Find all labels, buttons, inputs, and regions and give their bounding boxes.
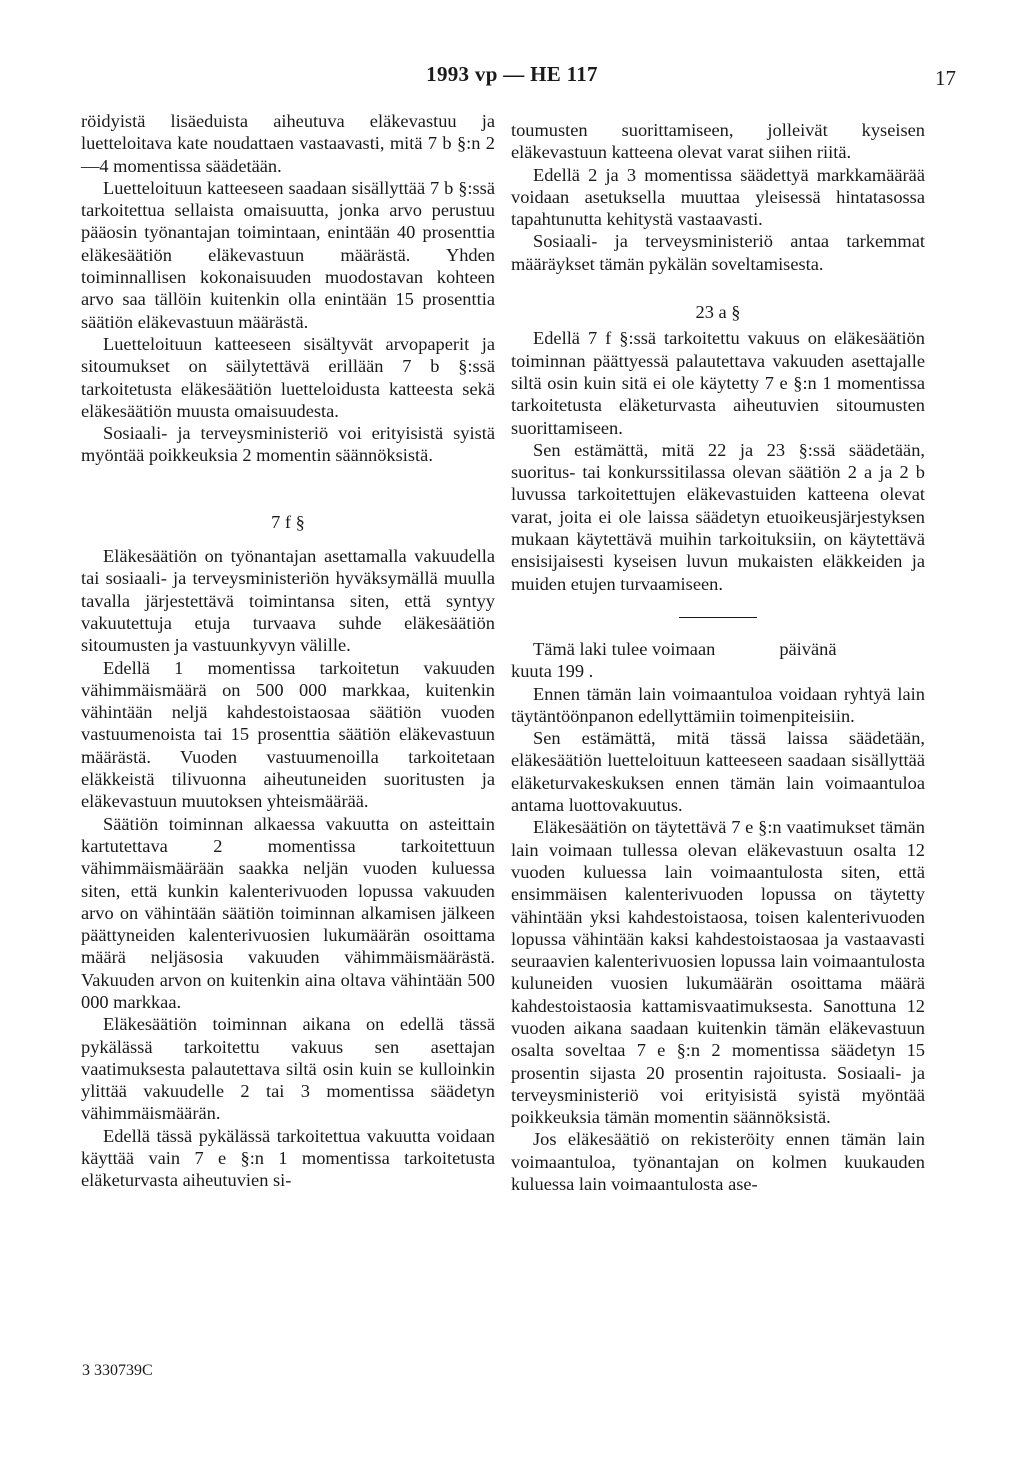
section-divider: [679, 617, 757, 618]
paragraph: Eläkesäätiön toiminnan aikana on edellä tässä pykälässä tarkoitettu vakuus sen asettajan vaatimuksesta palautettava siltä osin kuin se kulloinkin ylittää vakuudelle 2 tai 3 momentissa säädetyn vähimmäismäärän.: [81, 1014, 495, 1124]
paragraph: Sosiaali- ja terveysministeriö antaa tarkemmat määräykset tämän pykälän soveltamisesta.: [511, 231, 925, 274]
paragraph: Luetteloituun katteeseen sisältyvät arvopaperit ja sitoumukset on säilytettävä erillään 7 b §:ssä tarkoitetusta eläkesäätiön luetteloidusta katteesta sekä eläkesäätiön muusta omaisuudesta.: [81, 333, 495, 421]
paragraph: Edellä tässä pykälässä tarkoitettua vakuutta voidaan käyttää vain 7 e §:n 1 momentissa tarkoitetusta eläketurvasta aiheutuvien si-: [81, 1125, 495, 1191]
section-heading-23a: 23 a §: [695, 302, 741, 323]
entry-day-label: päivänä: [779, 638, 837, 659]
print-code: 3 330739C: [82, 1362, 153, 1379]
paragraph: Edellä 7 f §:ssä tarkoitettu vakuus on eläkesäätiön toiminnan päättyessä palautettava vakuuden asettajalle siltä osin kuin sitä ei ole käytetty 7 e §:n 1 momentissa tarkoitetusta eläketurvasta aiheutuvien sitoumusten suorittamiseen.: [511, 328, 925, 438]
paragraph: röidyistä lisäeduista aiheutuva eläkevastuu ja luetteloitava kate noudattaen vastaavasti, mitä 7 b §:n 2—4 momentissa säädetään.: [81, 111, 495, 176]
paragraph: Eläkesäätiön on työnantajan asettamalla vakuudella tai sosiaali- ja terveysministeriön hyväksymällä muulla tavalla järjestettävä toimintansa siten, että syntyy vakuutettuja etuja turvaava suhde eläkesäätiön sitoumusten ja vastuunkyvyn välille.: [81, 546, 495, 656]
paragraph: Säätiön toiminnan alkaessa vakuutta on asteittain kartutettava 2 momentissa tarkoitettuun vähimmäismäärään saakka neljän vuoden kuluessa siten, että kunkin kalenterivuoden lopussa vakuuden arvo on vähintään säätiön toiminnan alkamisen jälkeen päättyneiden kalenterivuosien lukumäärän osoittama määrä neljäsosia vakuuden vähimmäismäärästä. Vakuuden arvon on kuitenkin aina oltava vähintään 500 000 markkaa.: [81, 813, 495, 1012]
page-header: [0, 58, 1024, 94]
paragraph: Sosiaali- ja terveysministeriö voi erityisistä syistä myöntää poikkeuksia 2 momentin säännöksistä.: [81, 423, 495, 466]
paragraph: Luetteloituun katteeseen saadaan sisällyttää 7 b §:ssä tarkoitettua sellaista omaisuutta, jonka arvo perustuu pääosin työnantajan toimintaan, enintään 40 prosenttia eläkesäätiön eläkevastuun määrästä. Yhden toiminnallisen kokonaisuuden muodostavan kohteen arvo saa tällöin kuitenkin olla enintään 15 prosenttia säätiön eläkevastuun määrästä.: [81, 177, 495, 332]
document-title: 1993 vp — HE 117: [426, 62, 598, 86]
paragraph: Sen estämättä, mitä tässä laissa säädetään, eläkesäätiön luetteloituun katteeseen saadaan sisällyttää eläketurvakeskuksen ennen tämän lain voimaantuloa antama luottovakuutus.: [511, 728, 925, 816]
page-number: 17: [935, 66, 956, 90]
entry-month-line: kuuta 199 .: [511, 661, 594, 682]
left-column: [81, 110, 495, 1192]
entry-into-force-line: [511, 638, 925, 660]
paragraph: Ennen tämän lain voimaantuloa voidaan ryhtyä lain täytäntöönpanon edellyttämiin toimenpiteisiin.: [511, 683, 925, 726]
paragraph: Eläkesäätiön on täytettävä 7 e §:n vaatimukset tämän lain voimaan tullessa olevan eläkevastuun osalta 12 vuoden kuluessa lain voimaantulosta siten, että ensimmäisen kalenterivuoden lopussa on täytetty vähintään yksi kahdestoistaosa, toisen kalenterivuoden lopussa vähintään kaksi kahdestoistaosaa ja vastaavasti seuraavien kalenterivuosien lopussa lain voimaantulosta kuluneiden vuosien lukumäärän osoittama määrä kahdestoistaosia kattamisvaatimuksesta. Sanottuna 12 vuoden aikana saadaan kuitenkin tämän eläkevastuun osalta soveltaa 7 e §:n 2 momentissa säädetyn 15 prosentin sijasta 20 prosentin rajoitusta. Sosiaali- ja terveysministeriö voi erityisistä syistä myöntää poikkeuksia tämän momentin säännöksistä.: [511, 817, 925, 1128]
paragraph: Jos eläkesäätiö on rekisteröity ennen tämän lain voimaantuloa, työnantajan on kolmen kuukauden kuluessa lain voimaantulosta ase-: [511, 1129, 925, 1195]
entry-text: Tämä laki tulee voimaan: [533, 638, 716, 659]
paragraph: Sen estämättä, mitä 22 ja 23 §:ssä säädetään, suoritus- tai konkurssitilassa olevan säätiön 2 a ja 2 b luvussa tarkoitettujen eläkevastuiden katteena olevat varat, joita ei ole laissa säädetyn etuoikeusjärjestyksen mukaan käytettävä muihin tarkoituksiin, on käytettävä ensisijaisesti kyseisen luvun mukaisten eläkkeiden ja muiden etujen turvaamiseen.: [511, 439, 925, 594]
section-heading-7f: 7 f §: [271, 511, 305, 532]
paragraph: Edellä 2 ja 3 momentissa säädettyä markkamäärää voidaan asetuksella muuttaa yleisessä hintatasossa tapahtunutta kehitystä vastaavasti.: [511, 164, 925, 230]
paragraph: Edellä 1 momentissa tarkoitetun vakuuden vähimmäismäärä on 500 000 markkaa, kuitenkin vähintään neljä kahdestoistaosaa säätiön vuoden vastuumenoista tai 15 prosenttia säätiön eläkevastuun määrästä. Vuoden vastuumenoilla tarkoitetaan eläkkeistä tilivuonna aiheutuneiden suoritusten ja eläkevastuun muutoksen yhteismäärää.: [81, 657, 495, 812]
right-column: [511, 119, 925, 1195]
paragraph: toumusten suorittamiseen, jolleivät kyseisen eläkevastuun katteena olevat varat siihen riitä.: [511, 120, 925, 163]
